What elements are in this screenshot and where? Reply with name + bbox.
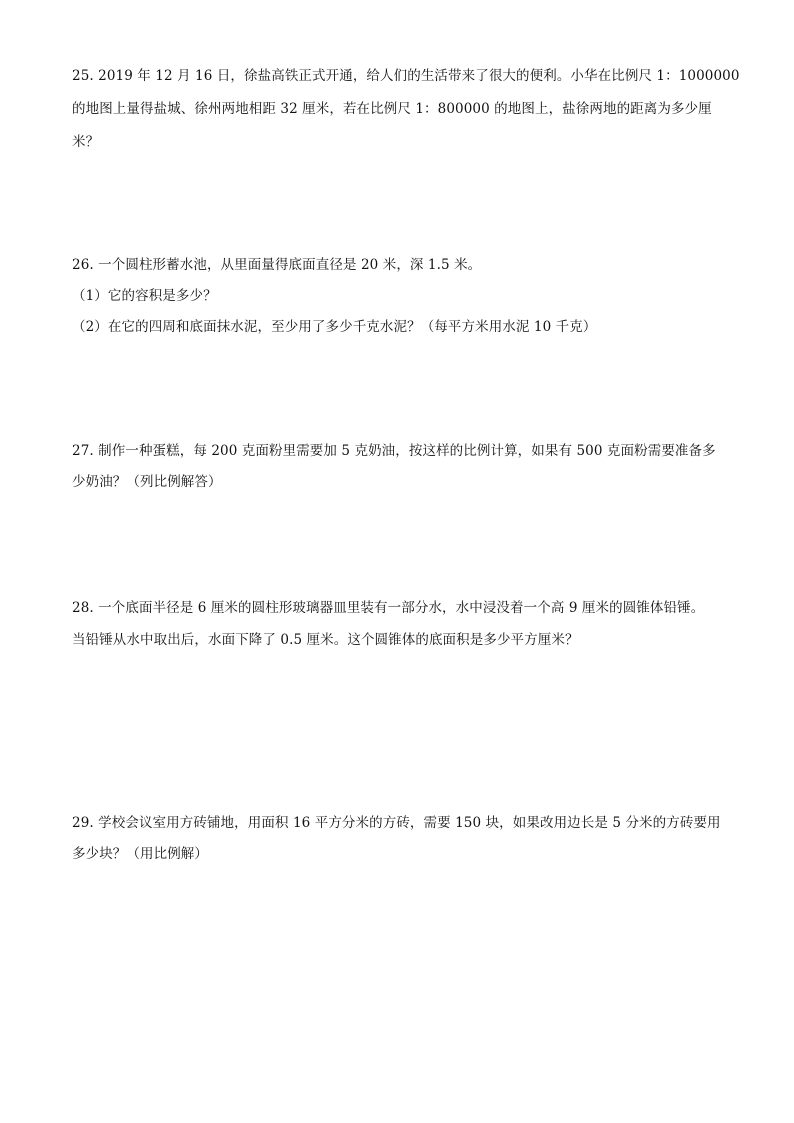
question-27-line-1: 27. 制作一种蛋糕，每 200 克面粉里需要加 5 克奶油，按这样的比例计算，如果有 500 克面粉需要准备多 <box>72 443 716 459</box>
question-25-line-3: 米？ <box>72 134 100 150</box>
question-26-subquestion-1: （1）它的容积是多少？ <box>72 288 217 304</box>
question-26-subquestion-2: （2）在它的四周和底面抹水泥，至少用了多少千克水泥？（每平方米用水泥 10 千克） <box>72 319 597 335</box>
question-28-line-2: 当铅锤从水中取出后，水面下降了 0.5 厘米。这个圆锥体的底面积是多少平方厘米？ <box>72 632 579 648</box>
question-25-line-1: 25. 2019 年 12 月 16 日，徐盐高铁正式开通，给人们的生活带来了很大的便利。小华在比例尺 1：1000000 <box>72 68 740 84</box>
question-28-line-1: 28. 一个底面半径是 6 厘米的圆柱形玻璃器皿里装有一部分水，水中浸没着一个高 9 厘米的圆锥体铅锤。 <box>72 600 705 616</box>
question-27-line-2: 少奶油？（列比例解答） <box>72 474 222 490</box>
question-29-line-2: 多少块？（用比例解） <box>72 846 208 862</box>
question-29-line-1: 29. 学校会议室用方砖铺地，用面积 16 平方分米的方砖，需要 150 块，如果改用边长是 5 分米的方砖要用 <box>72 815 721 831</box>
question-26-line-1: 26. 一个圆柱形蓄水池，从里面量得底面直径是 20 米，深 1.5 米。 <box>72 257 482 273</box>
question-25-line-2: 的地图上量得盐城、徐州两地相距 32 厘米，若在比例尺 1：800000 的地图上，盐徐两地的距离为多少厘 <box>72 101 712 117</box>
